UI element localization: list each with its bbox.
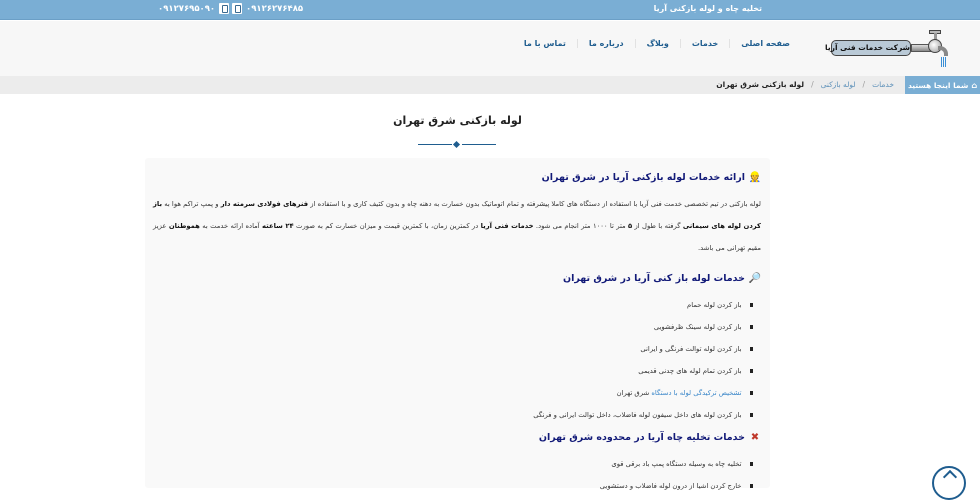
worker-icon: 👷 — [748, 172, 761, 183]
divider-line — [418, 144, 452, 146]
nav-home[interactable]: صفحه اصلی — [729, 39, 790, 48]
text: عزیز مقیم تهرانی می باشد. — [153, 222, 761, 252]
page-title: لوله بازکنی شرق تهران — [393, 114, 522, 127]
text: در کمترین زمان، با کمترین قیمت و میزان خسارت کم به صورت — [293, 222, 481, 230]
phone-1[interactable] — [232, 3, 303, 14]
list-item — [153, 338, 753, 360]
bold-text: هموطنان — [168, 222, 200, 230]
phone-number[interactable]: ۰۹۱۲۷۶۹۵۰۹۰ — [158, 3, 216, 14]
mobile-phone-icon — [219, 3, 229, 14]
list-item-text: باز کردن لوله حمام — [687, 301, 742, 309]
section-heading-pipe-services — [153, 273, 761, 284]
text: گرفته با طول از — [632, 222, 683, 230]
site-header — [0, 21, 980, 76]
breadcrumb-pipe-unclogging[interactable]: لوله بازکنی — [820, 80, 856, 89]
article-content — [145, 158, 770, 488]
section-heading-text: خدمات تخلیه چاه آریا در محدوده شرق تهران — [538, 432, 745, 443]
nav-about[interactable]: درباره ما — [577, 39, 635, 48]
list-item — [153, 382, 753, 404]
nav-blog[interactable]: وبلاگ — [635, 39, 680, 48]
top-bar — [0, 0, 980, 20]
section-heading-text: خدمات لوله باز کنی آریا در شرق تهران — [562, 273, 745, 284]
site-tagline: تخلیه چاه و لوله بازکنی آریا — [653, 4, 762, 13]
well-services-list — [153, 453, 761, 497]
phone-number[interactable]: ۰۹۱۲۶۲۷۶۴۸۵ — [246, 3, 304, 14]
list-item-text: باز کردن لوله سینک ظرفشویی — [653, 323, 742, 331]
breadcrumb — [0, 76, 980, 94]
breadcrumb-trail — [716, 80, 894, 89]
tools-icon: ✖ — [750, 432, 760, 443]
scroll-to-top-button[interactable] — [932, 466, 966, 500]
breadcrumb-services[interactable]: خدمات — [872, 80, 894, 89]
divider-diamond-icon — [453, 141, 460, 148]
main-nav — [513, 39, 790, 48]
list-item — [153, 475, 753, 497]
title-divider — [418, 142, 496, 146]
bold-text: ۵ — [628, 222, 633, 230]
magnifier-icon: 🔎 — [748, 273, 761, 284]
home-icon: ⌂ — [971, 80, 978, 90]
text: و پمپ تراکم هوا به — [162, 200, 221, 208]
section-heading-text: ارائه خدمات لوله بازکنی آریا در شرق تهران — [541, 172, 745, 183]
you-are-here-text: شما اینجا هستید — [907, 80, 969, 90]
leak-detection-link[interactable]: تشخیص ترکیدگی لوله با دستگاه — [651, 389, 742, 397]
nav-contact[interactable]: تماس با ما — [523, 39, 566, 48]
breadcrumb-current: لوله بازکنی شرق تهران — [716, 80, 805, 89]
text: آماده ارائه خدمت به — [199, 222, 263, 230]
list-item-text: تخلیه چاه به وسیله دستگاه پمپ باد برقی قوی — [611, 460, 742, 468]
list-item — [153, 453, 753, 475]
breadcrumb-separator: / — [862, 80, 866, 89]
you-are-here-label — [905, 76, 980, 94]
list-item-text: شرق تهران — [616, 389, 652, 397]
water-icon — [941, 57, 947, 67]
pipe-services-list — [153, 294, 761, 426]
bold-text: خدمات فنی آریا — [480, 222, 534, 230]
list-item-text: باز کردن تمام لوله های چدنی قدیمی — [638, 367, 742, 375]
list-item — [153, 294, 753, 316]
list-item — [153, 404, 753, 426]
bold-text: فنرهای فولادی سرمته دار — [220, 200, 309, 208]
logo[interactable] — [825, 30, 952, 68]
mobile-phone-icon — [232, 3, 242, 14]
list-item — [153, 360, 753, 382]
section-heading-intro — [153, 172, 761, 183]
bold-text: ۲۴ ساعته — [262, 222, 294, 230]
nav-services[interactable]: خدمات — [680, 39, 729, 48]
breadcrumb-separator: / — [811, 80, 814, 89]
faucet-spout-icon — [938, 46, 948, 56]
phone-2[interactable] — [158, 3, 229, 14]
section-heading-well-services — [153, 432, 761, 443]
list-item — [153, 316, 753, 338]
text: لوله بازکنی در تیم تخصصی خدمت فنی آریا با استفاده از دستگاه های کاملا پیشرفته و تمام اتوماتیک بدون خسارت به دهنه چاه و بدون کثیف کاری و با استفاده از — [308, 200, 761, 208]
text: متر تا ۱۰۰۰ متر انجام می شود. — [533, 222, 629, 230]
list-item-text: باز کردن لوله های داخل سیفون لوله فاضلاب، داخل توالت ایرانی و فرنگی — [533, 411, 742, 419]
logo-text: شرکت خدمات فنی آریا — [831, 40, 911, 56]
intro-paragraph — [153, 193, 761, 259]
divider-line — [462, 144, 496, 146]
bold-text: باز کردن لوله های سیمانی — [153, 200, 761, 230]
list-item-text: باز کردن لوله توالت فرنگی و ایرانی — [640, 345, 742, 353]
list-item-text: خارج کردن اشیا از درون لوله فاضلاب و دستشویی — [599, 482, 742, 490]
